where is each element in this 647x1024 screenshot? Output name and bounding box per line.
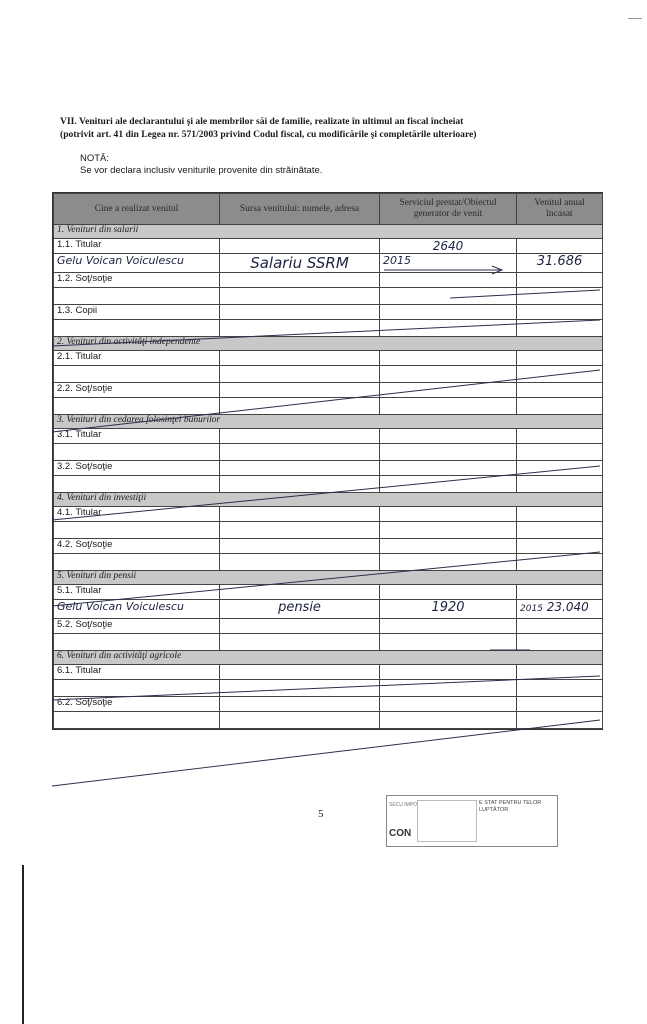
stamp-right-text: E STAT PENTRU TELOR LUPTĂTOR	[479, 800, 542, 813]
section-title: 5. Venituri din pensii	[54, 571, 603, 585]
row-label: 5.1. Titular	[54, 585, 220, 600]
strike-line	[450, 290, 600, 298]
row-label: 4.1. Titular	[54, 507, 220, 522]
stamp-redaction	[417, 800, 477, 842]
row-label: 1.3. Copii	[54, 305, 220, 320]
row-label: 4.2. Soţ/soţie	[54, 539, 220, 554]
handwritten-source: Salariu SSRM	[220, 254, 380, 273]
section-title: 3. Venituri din cedarea folosinţei bunurilor	[54, 415, 603, 429]
strike-line	[52, 466, 600, 520]
handwritten-year: 2015	[520, 604, 543, 614]
row-label: 3.2. Soţ/soţie	[54, 461, 220, 476]
strike-line	[52, 370, 600, 432]
note-label: NOTĂ:	[80, 153, 110, 164]
row-label: 1.2. Soţ/soţie	[54, 273, 220, 288]
official-stamp	[386, 795, 558, 847]
heading-line-1: VII. Venituri ale declarantului şi ale membrilor săi de familie, realizate în ultimul an fiscal încheiat	[60, 116, 464, 127]
row-label: 3.1. Titular	[54, 429, 220, 444]
column-header: Venitul anual încasat	[517, 194, 603, 225]
column-header: Serviciul prestat/Obiectul generator de venit	[380, 194, 517, 225]
row-label: 2.2. Soţ/soţie	[54, 383, 220, 398]
strike-line	[52, 552, 600, 606]
section-title: 1. Venituri din salarii	[54, 225, 603, 239]
handwritten-source: pensie	[220, 600, 380, 619]
handwritten-service-top: 2640	[380, 239, 517, 254]
section-title: 6. Venituri din activităţi agricole	[54, 651, 603, 665]
column-header: Sursa venitului: numele, adresa	[220, 194, 380, 225]
handwritten-service: 2015	[380, 254, 517, 273]
row-label: 6.2. Soţ/soţie	[54, 697, 220, 712]
handwritten-service: 1920	[380, 600, 517, 619]
scan-edge-line	[22, 865, 24, 1024]
strike-line	[52, 720, 600, 786]
row-label: 1.1. Titular	[54, 239, 220, 254]
handwritten-name: Gelu Voican Voiculescu	[54, 254, 220, 273]
heading-line-2: (potrivit art. 41 din Legea nr. 571/2003 privind Codul fiscal, cu modificările şi completările ulterioare)	[60, 129, 477, 140]
row-label: 2.1. Titular	[54, 351, 220, 366]
handwritten-income: 31.686	[517, 254, 603, 273]
section-title: 2. Venituri din activităţi independente	[54, 337, 603, 351]
handwritten-name: Gelu Voican Voiculescu	[54, 600, 220, 619]
section-title: 4. Venituri din investiţii	[54, 493, 603, 507]
handwritten-income: 23.040	[546, 600, 589, 614]
stamp-bottom-text: CON	[389, 828, 412, 839]
stamp-left-text: SECU IMPO	[389, 802, 418, 808]
column-header: Cine a realizat venitul	[54, 194, 220, 225]
strike-line	[52, 676, 600, 700]
strike-line	[52, 320, 600, 346]
row-label: 5.2. Soţ/soţie	[54, 619, 220, 634]
note-text: Se vor declara inclusiv veniturile provenite din străinătate.	[80, 165, 323, 176]
row-label: 6.1. Titular	[54, 665, 220, 680]
page-number: 5	[318, 808, 324, 820]
